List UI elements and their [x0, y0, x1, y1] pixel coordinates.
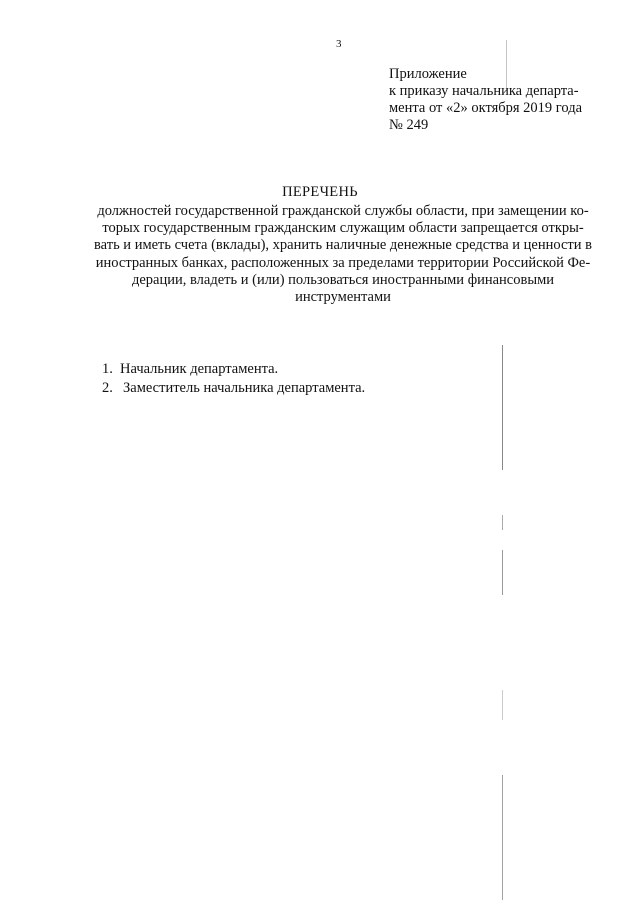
title-line: инструментами — [295, 289, 391, 306]
list-item-text: Начальник департамента. — [120, 361, 279, 377]
list-item-text: Заместитель начальника департамента. — [123, 380, 366, 396]
list-item — [102, 379, 365, 398]
appendix-line: № 249 — [389, 117, 429, 133]
title-line: дерации, владеть и (или) пользоваться иностранными финансовыми — [131, 271, 555, 288]
appendix-block — [389, 66, 582, 134]
scan-artifact-line — [502, 775, 503, 900]
scan-artifact-line — [502, 345, 503, 470]
scan-artifact-line — [502, 690, 503, 720]
title-line: вать и иметь счета (вклады), хранить наличные денежные средства и ценности в — [94, 237, 592, 254]
scan-artifact-line — [506, 40, 507, 90]
appendix-line: к приказу начальника департа- — [389, 83, 579, 99]
positions-list — [102, 360, 365, 398]
document-title — [80, 203, 606, 306]
scan-artifact-line — [502, 515, 503, 530]
scan-artifact-line — [502, 550, 503, 595]
list-item-number: 1. — [102, 361, 113, 377]
list-item — [102, 360, 365, 379]
appendix-line: Приложение — [389, 66, 467, 82]
title-line: иностранных банках, расположенных за пределами территории Российской Фе- — [95, 254, 591, 271]
title-line: торых государственным гражданским служащим области запрещается откры- — [102, 220, 584, 237]
appendix-line: мента от «2» октября 2019 года — [389, 100, 583, 116]
document-heading: ПЕРЕЧЕНЬ — [282, 184, 358, 200]
title-line: должностей государственной гражданской службы области, при замещении ко- — [97, 203, 589, 219]
page-number: 3 — [336, 38, 342, 50]
list-item-number: 2. — [102, 380, 113, 396]
